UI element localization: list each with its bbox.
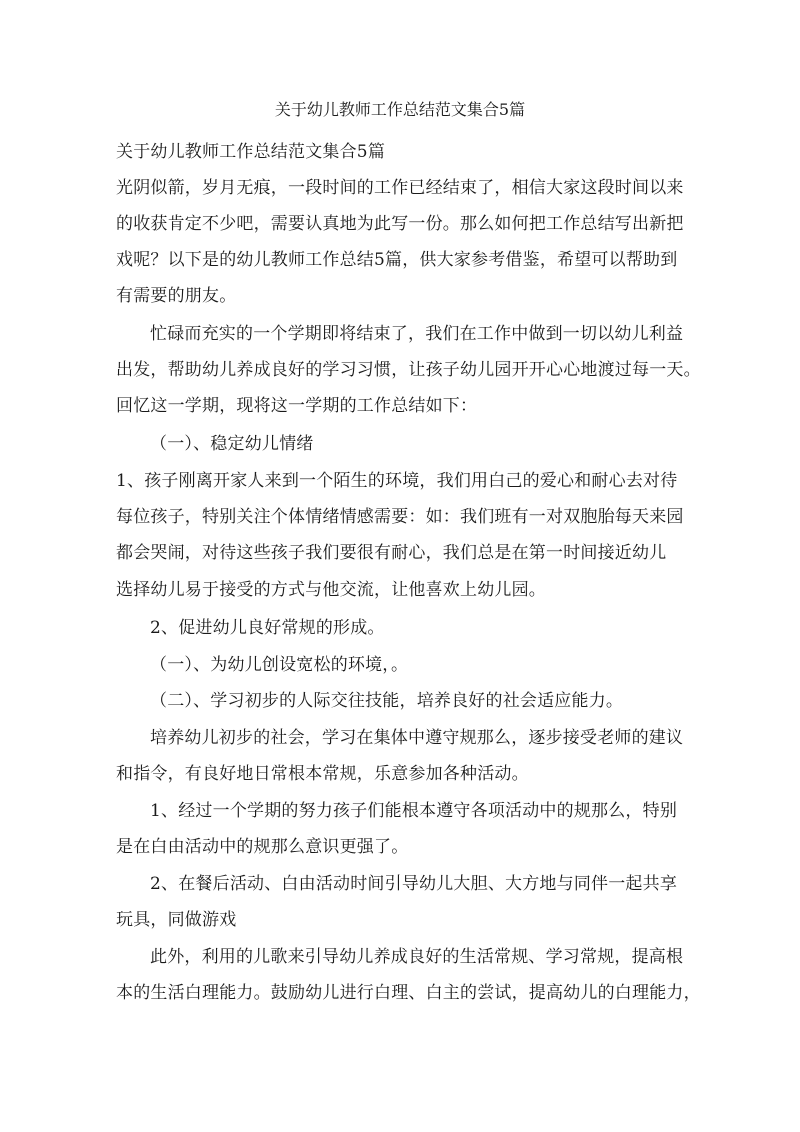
paragraph-line: 是在白由活动中的规那么意识更强了。 [116,837,409,857]
paragraph-line: 1、经过一个学期的努力孩子们能根本遵守各项活动中的规那么，特别 [150,801,678,821]
paragraph-line: 光阴似箭，岁月无痕，一段时间的工作已经结束了，相信大家这段时间以来 [116,178,684,198]
paragraph-line: 每位孩子，特别关注个体情绪情感需要：如：我们班有一对双胞胎每天来园 [116,507,684,527]
paragraph-line: 1、孩子刚离开家人来到一个陌生的环境，我们用白己的爱心和耐心去对待 [116,471,678,491]
paragraph-line: 有需要的朋友。 [116,286,237,306]
paragraph-line: 都会哭闹，对待这些孩子我们要很有耐心，我们总是在第一时间接近幼儿 [116,543,667,563]
paragraph-line: 忙碌而充实的一个学期即将结束了，我们在工作中做到一切以幼儿利益 [150,324,684,344]
section-heading: （一）、稳定幼儿情绪 [150,434,314,454]
section-heading: （二）、学习初步的人际交往技能，培养良好的社会适应能力。 [150,691,624,711]
paragraph-line: 戏呢？以下是的幼儿教师工作总结5篇，供大家参考借鉴，希望可以帮助到 [116,250,678,270]
paragraph-line: 的收获肯定不少吧，需要认真地为此写一份。那么如何把工作总结写出新把 [116,214,684,234]
paragraph-line: 和指令，有良好地日常根本常规，乐意参加各种活动。 [116,764,529,784]
paragraph-line: 玩具，同做游戏 [116,910,237,930]
paragraph-line: 回忆这一学期，现将这一学期的工作总结如下： [116,396,478,416]
paragraph-line: 选择幼儿易于接受的方式与他交流，让他喜欢上幼儿园。 [116,580,546,600]
paragraph-line: 本的生活白理能力。鼓励幼儿进行白理、白主的尝试，提高幼儿的白理能力， [116,983,701,1003]
paragraph-line: 培养幼儿初步的社会，学习在集体中遵守规那么，逐步接受老师的建议 [150,728,684,748]
section-heading: （一）、为幼儿创设宽松的环境，。 [150,655,409,675]
paragraph-line: 出发，帮助幼儿养成良好的学习习惯，让孩子幼儿园开开心心地渡过每一天。 [116,360,701,380]
subtitle-line: 关于幼儿教师工作总结范文集合5篇 [116,142,386,162]
document-title: 关于幼儿教师工作总结范文集合5篇 [274,100,526,119]
section-heading: 2、促进幼儿良好常规的形成。 [150,618,385,638]
paragraph-line: 此外，利用的儿歌来引导幼儿养成良好的生活常规、学习常规，提高根 [150,947,684,967]
paragraph-line: 2、在餐后活动、白由活动时间引导幼儿大胆、大方地与同伴一起共享 [150,874,678,894]
